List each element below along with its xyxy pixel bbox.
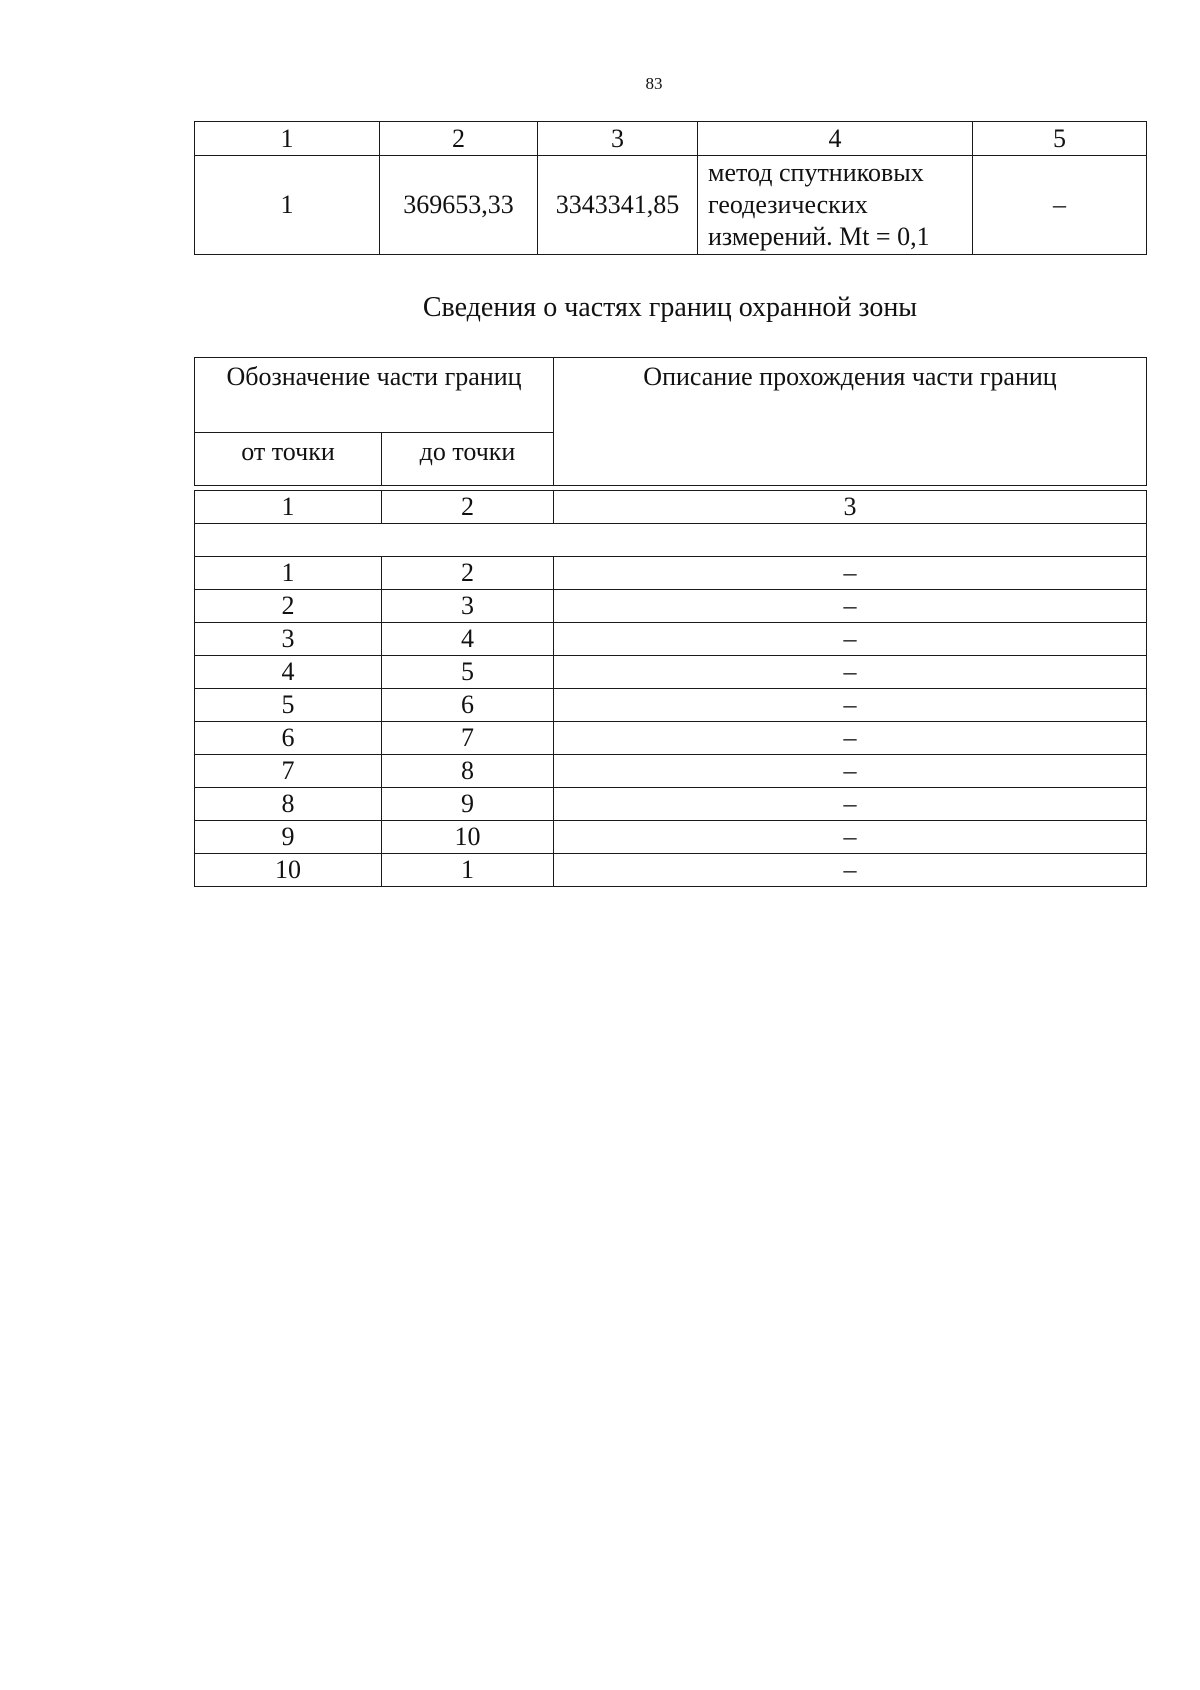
note-cell: – <box>973 156 1147 255</box>
from-point: 4 <box>195 656 382 689</box>
boundary-parts-table <box>194 357 1147 887</box>
table-header-row <box>195 358 1147 433</box>
method-description <box>698 156 973 255</box>
from-point: 1 <box>195 557 382 590</box>
part-description: – <box>554 854 1147 887</box>
table-row <box>195 590 1147 623</box>
to-point: 8 <box>382 755 554 788</box>
col-header: 3 <box>538 122 698 156</box>
col-header: 4 <box>698 122 973 156</box>
section-title: Сведения о частях границ охранной зоны <box>422 292 918 323</box>
col-number: 1 <box>195 491 382 524</box>
to-point: 5 <box>382 656 554 689</box>
part-description: – <box>554 788 1147 821</box>
table-row <box>195 722 1147 755</box>
coordinates-table <box>194 121 1147 255</box>
col-number: 3 <box>554 491 1147 524</box>
table-header-row <box>195 122 1147 156</box>
part-description: – <box>554 821 1147 854</box>
table-row <box>195 656 1147 689</box>
to-point: 2 <box>382 557 554 590</box>
from-point: 7 <box>195 755 382 788</box>
col-header: 1 <box>195 122 380 156</box>
method-line: метод спутниковых <box>708 158 924 187</box>
from-point: 9 <box>195 821 382 854</box>
column-numbers-row <box>195 491 1147 524</box>
from-point: 2 <box>195 590 382 623</box>
col-number: 2 <box>382 491 554 524</box>
part-description: – <box>554 689 1147 722</box>
to-point: 9 <box>382 788 554 821</box>
to-point: 4 <box>382 623 554 656</box>
col-header: 5 <box>973 122 1147 156</box>
part-description: – <box>554 590 1147 623</box>
to-point-header: до точки <box>382 433 554 486</box>
method-line: геодезических <box>708 190 868 219</box>
part-description: – <box>554 656 1147 689</box>
table-row <box>195 788 1147 821</box>
table-row <box>195 689 1147 722</box>
from-point: 10 <box>195 854 382 887</box>
table-row <box>195 557 1147 590</box>
part-description: – <box>554 722 1147 755</box>
table-row <box>195 156 1147 255</box>
table-row <box>195 821 1147 854</box>
to-point: 7 <box>382 722 554 755</box>
table-row <box>195 755 1147 788</box>
blank-cell <box>195 524 1147 557</box>
point-number: 1 <box>195 156 380 255</box>
from-point: 8 <box>195 788 382 821</box>
part-description: – <box>554 623 1147 656</box>
from-point: 5 <box>195 689 382 722</box>
from-point: 3 <box>195 623 382 656</box>
part-description: – <box>554 755 1147 788</box>
method-line: измерений. Mt = 0,1 <box>708 222 930 251</box>
from-point: 6 <box>195 722 382 755</box>
to-point: 10 <box>382 821 554 854</box>
part-description: – <box>554 557 1147 590</box>
to-point: 3 <box>382 590 554 623</box>
from-point-header: от точки <box>195 433 382 486</box>
col-header: 2 <box>380 122 538 156</box>
y-coordinate: 3343341,85 <box>538 156 698 255</box>
designation-header: Обозначение части границ <box>195 358 554 433</box>
to-point: 1 <box>382 854 554 887</box>
table-row <box>195 623 1147 656</box>
to-point: 6 <box>382 689 554 722</box>
page-number: 83 <box>645 74 663 93</box>
blank-row <box>195 524 1147 557</box>
table-row <box>195 854 1147 887</box>
x-coordinate: 369653,33 <box>380 156 538 255</box>
description-header: Описание прохождения части границ <box>554 358 1147 486</box>
